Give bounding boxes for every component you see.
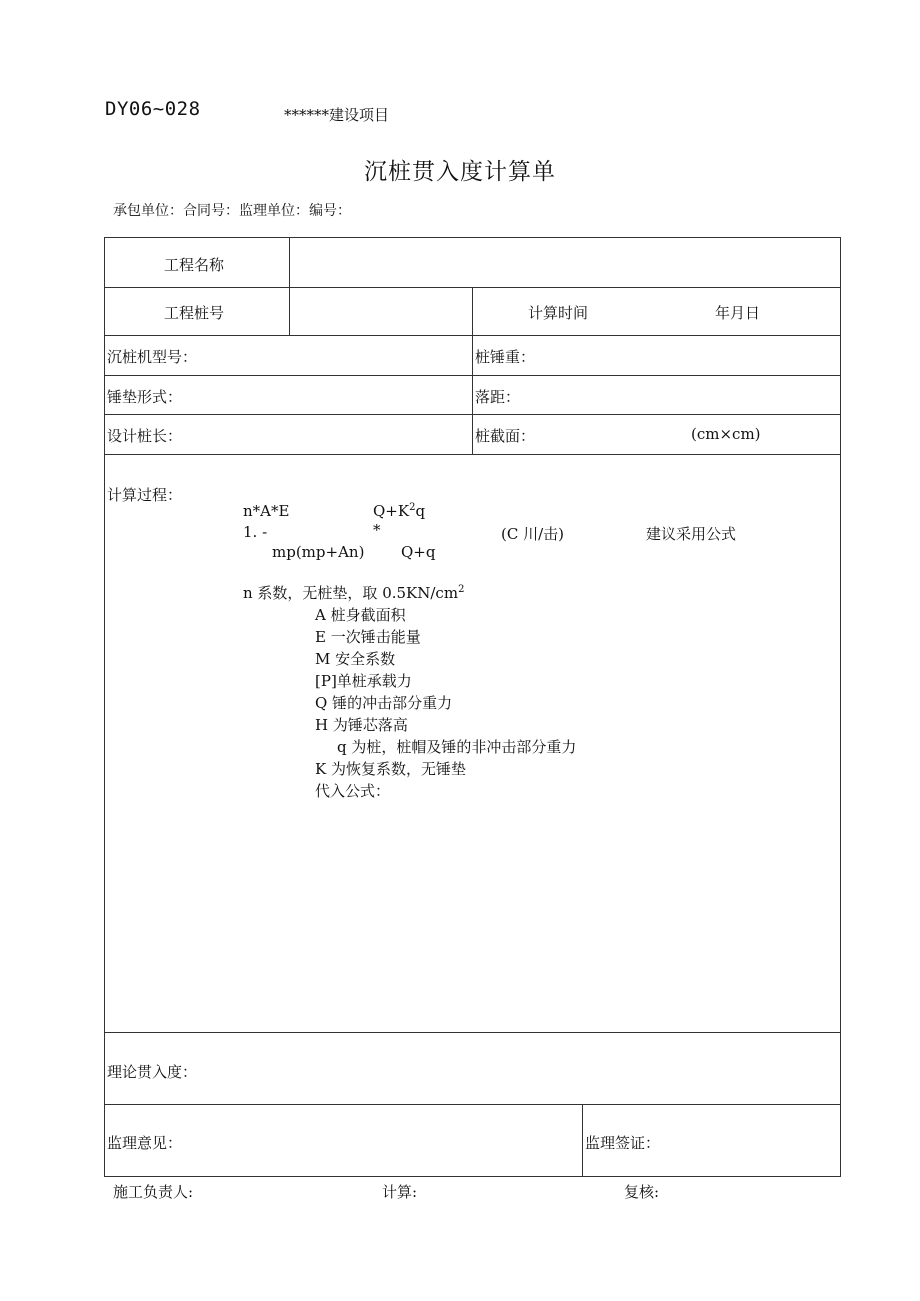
- formula-note: 建议采用公式: [646, 525, 737, 543]
- formula-numerator-right: $Q+K^2q$: [373, 502, 426, 520]
- document-code: DY06~028: [105, 98, 201, 120]
- date-label: 年月日: [715, 304, 761, 322]
- substitute-label: 代入公式：: [315, 782, 391, 800]
- variable-e: E 一次锤击能量: [315, 628, 421, 646]
- variable-n: n 系数，无桩垫，取 $0.5KN/cm^2$: [243, 584, 465, 602]
- formula-unit: (C 川/击): [501, 525, 565, 543]
- pile-number-field[interactable]: [292, 290, 469, 332]
- formula-denominator-right: Q+q: [401, 543, 436, 561]
- hammer-weight-label: 桩锤重：: [475, 348, 536, 366]
- row-divider: [104, 1032, 841, 1033]
- supervisor-opinion-label: 监理意见：: [107, 1134, 183, 1152]
- formula-prefix: 1. -: [243, 523, 268, 541]
- pile-section-unit: (cm×cm): [691, 425, 761, 443]
- variable-k: K 为恢复系数，无锤垫: [315, 760, 466, 778]
- machine-model-label: 沉桩机型号：: [107, 348, 198, 366]
- project-name-header: ******建设项目: [284, 106, 390, 124]
- variable-p: [P]单桩承载力: [315, 672, 412, 690]
- design-length-label: 设计桩长：: [107, 427, 183, 445]
- column-divider: [289, 237, 290, 335]
- row-divider: [104, 454, 841, 455]
- calc-process-label: 计算过程：: [107, 486, 183, 504]
- formula-star: *: [373, 521, 381, 539]
- review-label: 复核:: [624, 1183, 660, 1201]
- project-name-label: 工程名称: [164, 256, 225, 274]
- formula-numerator-left: n*A*E: [243, 502, 290, 520]
- column-divider: [472, 287, 473, 454]
- variable-a: A 桩身截面积: [315, 606, 406, 624]
- pile-number-label: 工程桩号: [164, 304, 225, 322]
- theory-penetration-label: 理论贯入度：: [107, 1063, 198, 1081]
- supervisor-sign-label: 监理签证：: [585, 1134, 661, 1152]
- formula-denominator-left: mp(mp+An): [272, 543, 365, 561]
- row-divider: [104, 1104, 841, 1105]
- variable-q-small: q 为桩，桩帽及锤的非冲击部分重力: [337, 738, 577, 756]
- page-title: 沉桩贯入度计算单: [364, 159, 556, 185]
- calculation-label: 计算:: [382, 1183, 418, 1201]
- project-name-field[interactable]: [292, 240, 838, 284]
- parties-line: 承包单位：合同号：监理单位：编号：: [113, 203, 351, 219]
- pile-section-label: 桩截面：: [475, 427, 536, 445]
- drop-height-label: 落距：: [475, 388, 521, 406]
- cushion-type-label: 锤垫形式：: [107, 388, 183, 406]
- calc-time-label: 计算时间: [528, 304, 589, 322]
- variable-m: M 安全系数: [315, 650, 396, 668]
- variable-h: H 为锤芯落高: [315, 716, 408, 734]
- construction-lead-label: 施工负责人:: [113, 1183, 194, 1201]
- column-divider: [582, 1104, 583, 1177]
- variable-q-big: Q 锤的冲击部分重力: [315, 694, 453, 712]
